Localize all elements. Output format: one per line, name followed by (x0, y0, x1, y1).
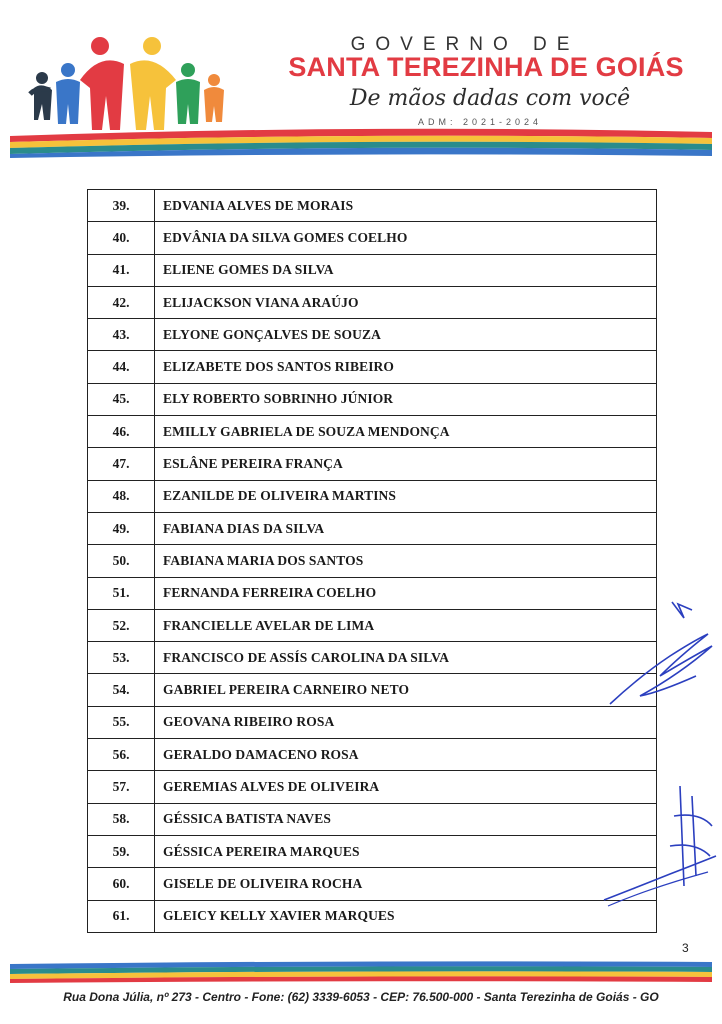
row-number: 60. (88, 868, 155, 900)
row-number: 58. (88, 803, 155, 835)
row-name: GERALDO DAMACENO ROSA (155, 739, 657, 771)
names-list-table (87, 189, 657, 933)
table-row (88, 674, 657, 706)
row-number: 56. (88, 739, 155, 771)
row-number: 48. (88, 480, 155, 512)
table-row (88, 706, 657, 738)
footer-color-stripes (0, 958, 722, 984)
table-row (88, 835, 657, 867)
table-row (88, 286, 657, 318)
header-municipality-name: SANTA TEREZINHA DE GOIÁS (288, 52, 684, 82)
names-list-body (88, 190, 657, 933)
row-name: EDVANIA ALVES DE MORAIS (155, 190, 657, 222)
row-number: 46. (88, 416, 155, 448)
row-number: 49. (88, 512, 155, 544)
row-name: GLEICY KELLY XAVIER MARQUES (155, 900, 657, 932)
header-slogan: De mãos dadas com você (349, 86, 631, 111)
table-row (88, 190, 657, 222)
row-number: 51. (88, 577, 155, 609)
row-name: EZANILDE DE OLIVEIRA MARTINS (155, 480, 657, 512)
table-row (88, 254, 657, 286)
table-row (88, 512, 657, 544)
row-name: EMILLY GABRIELA DE SOUZA MENDONÇA (155, 416, 657, 448)
row-name: FRANCISCO DE ASSÍS CAROLINA DA SILVA (155, 642, 657, 674)
row-number: 61. (88, 900, 155, 932)
table-row (88, 383, 657, 415)
row-number: 59. (88, 835, 155, 867)
row-name: EDVÂNIA DA SILVA GOMES COELHO (155, 222, 657, 254)
header-color-stripes (0, 126, 722, 160)
row-name: GEOVANA RIBEIRO ROSA (155, 706, 657, 738)
table-row (88, 900, 657, 932)
row-number: 47. (88, 448, 155, 480)
row-name: FRANCIELLE AVELAR DE LIMA (155, 609, 657, 641)
table-row (88, 222, 657, 254)
header-government-label: GOVERNO DE (350, 34, 580, 55)
handwritten-signature-icon (600, 596, 720, 716)
row-number: 53. (88, 642, 155, 674)
row-number: 45. (88, 383, 155, 415)
row-name: ELY ROBERTO SOBRINHO JÚNIOR (155, 383, 657, 415)
row-number: 55. (88, 706, 155, 738)
table-row (88, 480, 657, 512)
table-row (88, 351, 657, 383)
row-number: 41. (88, 254, 155, 286)
people-holding-hands-logo-icon (28, 34, 228, 134)
row-number: 39. (88, 190, 155, 222)
table-row (88, 448, 657, 480)
row-number: 52. (88, 609, 155, 641)
row-name: GEREMIAS ALVES DE OLIVEIRA (155, 771, 657, 803)
table-row (88, 771, 657, 803)
table-row (88, 803, 657, 835)
row-number: 42. (88, 286, 155, 318)
row-name: ELIENE GOMES DA SILVA (155, 254, 657, 286)
row-number: 50. (88, 545, 155, 577)
row-name: ELYONE GONÇALVES DE SOUZA (155, 319, 657, 351)
page-number: 3 (682, 941, 689, 955)
footer-address: Rua Dona Júlia, nº 273 - Centro - Fone: (62) 3339-6053 - CEP: 76.500-000 - Santa Terezinha de Goiás - GO (63, 990, 659, 1004)
table-row (88, 545, 657, 577)
row-number: 43. (88, 319, 155, 351)
table-row (88, 416, 657, 448)
row-name: FABIANA DIAS DA SILVA (155, 512, 657, 544)
table-row (88, 868, 657, 900)
table-row (88, 319, 657, 351)
row-name: GÉSSICA BATISTA NAVES (155, 803, 657, 835)
row-number: 44. (88, 351, 155, 383)
table-row (88, 642, 657, 674)
row-name: GABRIEL PEREIRA CARNEIRO NETO (155, 674, 657, 706)
row-number: 57. (88, 771, 155, 803)
handwritten-initials-icon (600, 776, 720, 916)
row-name: ESLÂNE PEREIRA FRANÇA (155, 448, 657, 480)
row-name: FERNANDA FERREIRA COELHO (155, 577, 657, 609)
row-number: 54. (88, 674, 155, 706)
row-number: 40. (88, 222, 155, 254)
row-name: GÉSSICA PEREIRA MARQUES (155, 835, 657, 867)
table-row (88, 577, 657, 609)
row-name: ELIZABETE DOS SANTOS RIBEIRO (155, 351, 657, 383)
row-name: FABIANA MARIA DOS SANTOS (155, 545, 657, 577)
table-row (88, 739, 657, 771)
row-name: ELIJACKSON VIANA ARAÚJO (155, 286, 657, 318)
table-row (88, 609, 657, 641)
row-name: GISELE DE OLIVEIRA ROCHA (155, 868, 657, 900)
header-administration-period: ADM: 2021-2024 (417, 117, 543, 127)
